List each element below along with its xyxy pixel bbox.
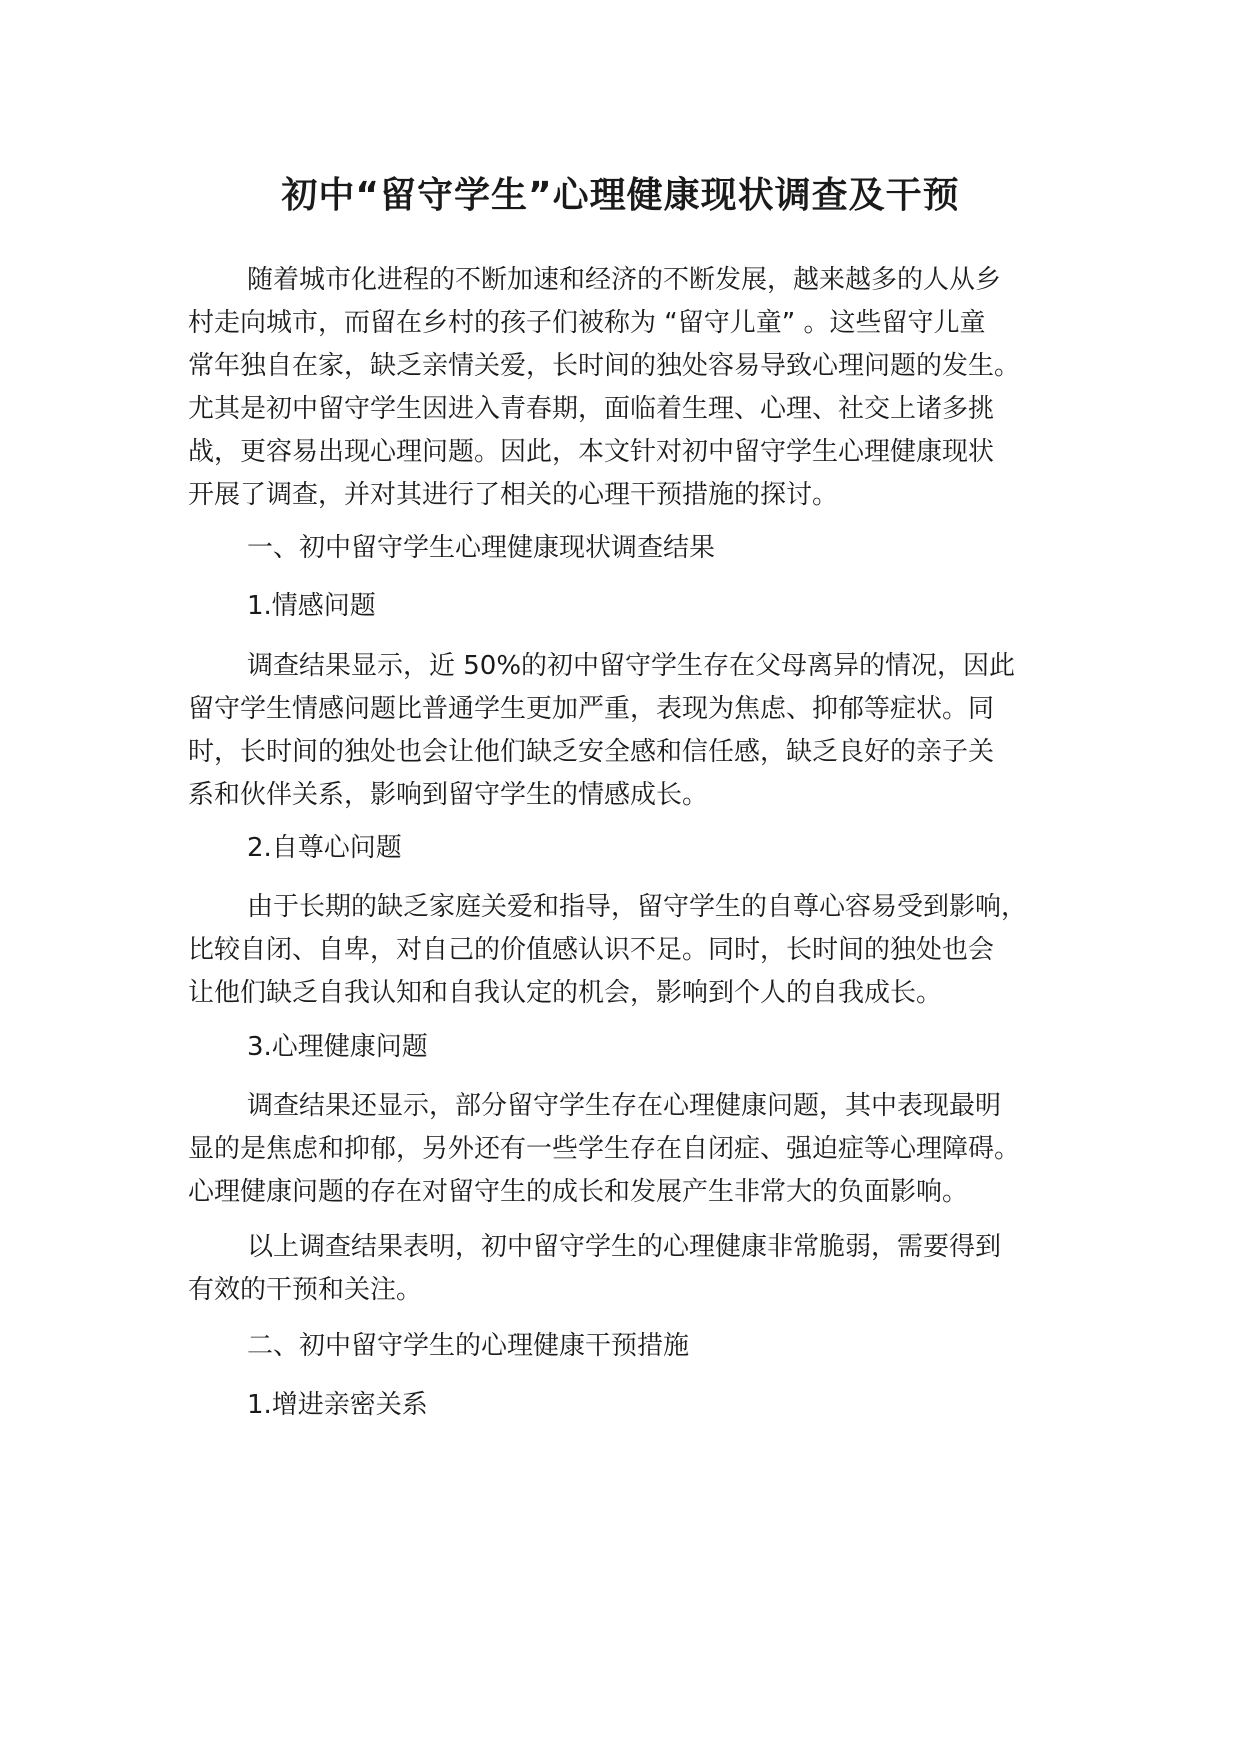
paragraph-line: 开展了调查，并对其进行了相关的心理干预措施的探讨。 — [188, 480, 839, 510]
paragraph-line: 战，更容易出现心理问题。因此，本文针对初中留守学生心理健康现状 — [188, 437, 995, 467]
paragraph-line: 由于长期的缺乏家庭关爱和指导，留守学生的自尊心容易受到影响， — [247, 892, 1028, 922]
subsection-heading: 2.自尊心问题 — [247, 833, 402, 863]
paragraph-line: 系和伙伴关系，影响到留守学生的情感成长。 — [188, 780, 709, 810]
paragraph-line: 随着城市化进程的不断加速和经济的不断发展，越来越多的人从乡 — [247, 265, 1002, 295]
document-title: 初中“留守学生”心理健康现状调查及干预 — [281, 175, 960, 216]
paragraph-line: 常年独自在家，缺乏亲情关爱，长时间的独处容易导致心理问题的发生。 — [188, 351, 1021, 381]
paragraph-line: 调查结果还显示，部分留守学生存在心理健康问题，其中表现最明 — [247, 1091, 1002, 1121]
paragraph-line: 心理健康问题的存在对留守生的成长和发展产生非常大的负面影响。 — [188, 1177, 969, 1207]
subsection-heading: 1.情感问题 — [247, 591, 376, 621]
section-heading: 二、初中留守学生的心理健康干预措施 — [247, 1331, 690, 1361]
paragraph-line: 以上调查结果表明，初中留守学生的心理健康非常脆弱，需要得到 — [247, 1232, 1002, 1262]
paragraph-line: 比较自闭、自卑，对自己的价值感认识不足。同时，长时间的独处也会 — [188, 935, 995, 965]
paragraph-line: 调查结果显示，近 50%的初中留守学生存在父母离异的情况，因此 — [247, 651, 1016, 681]
paragraph-line: 时，长时间的独处也会让他们缺乏安全感和信任感，缺乏良好的亲子关 — [188, 737, 995, 767]
paragraph-line: 尤其是初中留守学生因进入青春期，面临着生理、心理、社交上诸多挑 — [188, 394, 995, 424]
subsection-heading: 1.增进亲密关系 — [247, 1390, 428, 1420]
section-heading: 一、初中留守学生心理健康现状调查结果 — [247, 533, 716, 563]
paragraph-line: 留守学生情感问题比普通学生更加严重，表现为焦虑、抑郁等症状。同 — [188, 694, 995, 724]
paragraph-line: 让他们缺乏自我认知和自我认定的机会，影响到个人的自我成长。 — [188, 978, 943, 1008]
paragraph-line: 显的是焦虑和抑郁，另外还有一些学生存在自闭症、强迫症等心理障碍。 — [188, 1134, 1021, 1164]
subsection-heading: 3.心理健康问题 — [247, 1032, 428, 1062]
paragraph-line: 有效的干预和关注。 — [188, 1275, 423, 1305]
paragraph-line: 村走向城市，而留在乡村的孩子们被称为 “留守儿童” 。这些留守儿童 — [188, 308, 986, 338]
